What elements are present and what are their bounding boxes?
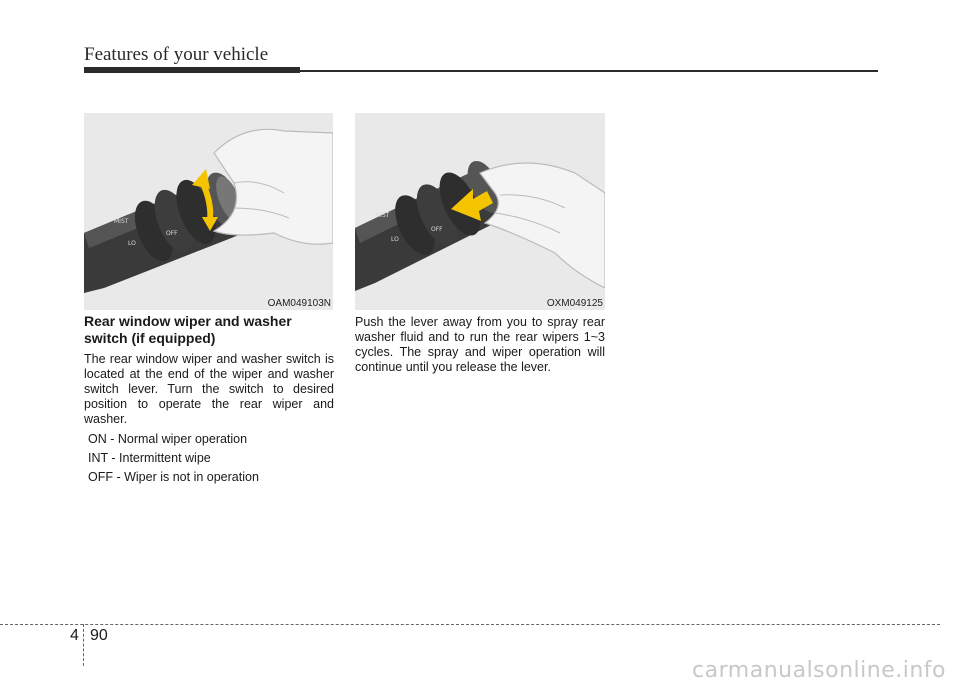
- svg-text:LO: LO: [128, 240, 136, 247]
- figure-code: OAM049103N: [267, 298, 331, 309]
- page-number: 90: [90, 627, 108, 644]
- figure-rotate-switch: [84, 113, 333, 310]
- header-rule-thick: [84, 67, 300, 73]
- figure-code: OXM049125: [546, 298, 603, 309]
- chapter-number: 4: [70, 627, 79, 644]
- page-header-title: Features of your vehicle: [84, 44, 269, 65]
- wiper-lever-rotate-illustration: [84, 113, 333, 310]
- header-rule-thin: [300, 70, 878, 72]
- svg-text:OFF: OFF: [166, 230, 178, 237]
- footer-divider: [83, 624, 84, 666]
- svg-text:MIST: MIST: [114, 218, 129, 225]
- svg-text:OFF: OFF: [431, 226, 443, 233]
- push-paragraph: Push the lever away from you to spray rear washer fluid and to run the rear wipers 1~3 cycles. The spray and wiper operation will continue until you release the lever.: [355, 315, 605, 374]
- mode-item-on: ON - Normal wiper operation: [88, 432, 248, 446]
- wiper-lever-push-illustration: [355, 113, 605, 310]
- section-heading: Rear window wiper and washer switch (if equipped): [84, 313, 292, 346]
- mode-item-off: OFF - Wiper is not in operation: [88, 470, 259, 484]
- mode-item-int: INT - Intermittent wipe: [88, 451, 211, 465]
- mode-list: [88, 430, 333, 487]
- svg-text:MIST: MIST: [375, 212, 390, 219]
- figure-push-lever: [355, 113, 605, 310]
- footer-rule: [0, 624, 940, 625]
- watermark: carmanualsonline.info: [692, 658, 946, 683]
- svg-text:LO: LO: [391, 236, 399, 243]
- section-paragraph: The rear window wiper and washer switch is located at the end of the wiper and washer switch lever. Turn the switch to desired position to operate the rear wiper and washer.: [84, 352, 334, 426]
